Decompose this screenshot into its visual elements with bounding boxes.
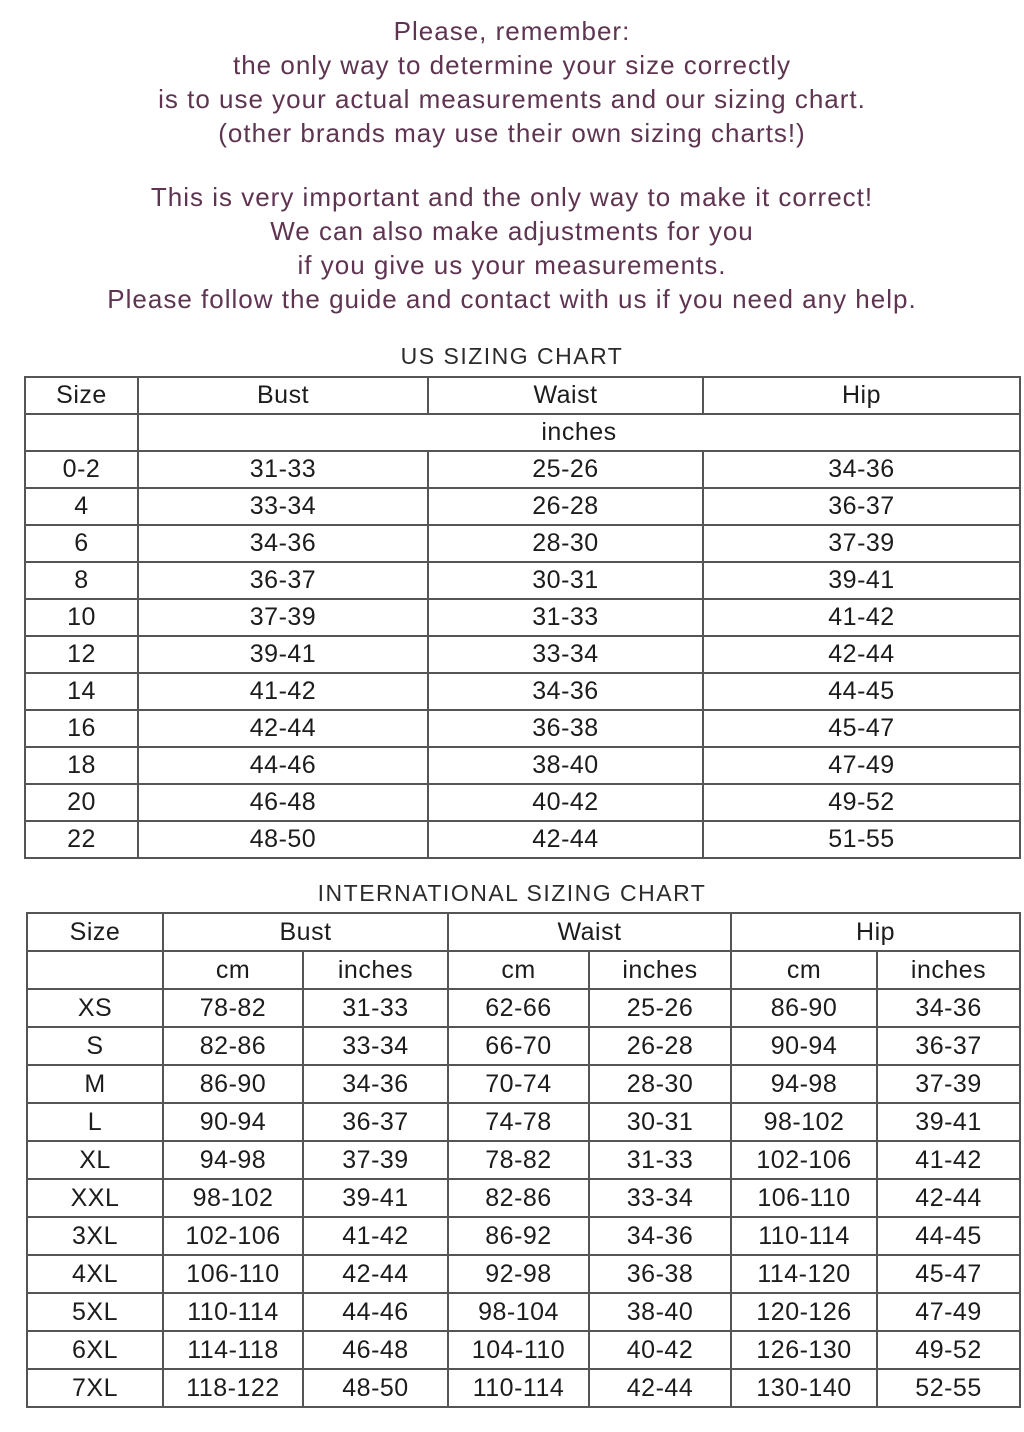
- size-cell: 10: [25, 599, 138, 636]
- table-row: [25, 710, 1020, 747]
- value-cell: 120-126: [731, 1293, 877, 1331]
- unit-label: inches: [589, 951, 731, 989]
- value-cell: 44-45: [877, 1217, 1020, 1255]
- value-cell: 40-42: [428, 784, 703, 821]
- unit-label: inches: [303, 951, 448, 989]
- empty-cell: [25, 414, 138, 451]
- value-cell: 36-37: [303, 1103, 448, 1141]
- value-cell: 36-38: [589, 1255, 731, 1293]
- value-cell: 102-106: [731, 1141, 877, 1179]
- value-cell: 106-110: [731, 1179, 877, 1217]
- value-cell: 114-118: [163, 1331, 303, 1369]
- table-row: [27, 1293, 1020, 1331]
- table-row: [25, 636, 1020, 673]
- size-cell: 3XL: [27, 1217, 163, 1255]
- value-cell: 98-102: [731, 1103, 877, 1141]
- value-cell: 48-50: [303, 1369, 448, 1407]
- column-header-size: Size: [25, 377, 138, 414]
- value-cell: 44-45: [703, 673, 1020, 710]
- column-header-waist: Waist: [428, 377, 703, 414]
- us-sizing-table: [24, 376, 1021, 859]
- value-cell: 118-122: [163, 1369, 303, 1407]
- value-cell: 36-37: [877, 1027, 1020, 1065]
- table-row: [25, 673, 1020, 710]
- value-cell: 51-55: [703, 821, 1020, 858]
- table-row: [25, 599, 1020, 636]
- value-cell: 37-39: [877, 1065, 1020, 1103]
- value-cell: 37-39: [703, 525, 1020, 562]
- intro-text: [0, 0, 1024, 316]
- size-cell: 4: [25, 488, 138, 525]
- value-cell: 26-28: [428, 488, 703, 525]
- intro-line: is to use your actual measurements and our sizing chart.: [158, 84, 866, 114]
- value-cell: 33-34: [428, 636, 703, 673]
- international-chart-title: INTERNATIONAL SIZING CHART: [317, 880, 707, 906]
- value-cell: 49-52: [703, 784, 1020, 821]
- value-cell: 110-114: [163, 1293, 303, 1331]
- value-cell: 94-98: [163, 1141, 303, 1179]
- value-cell: 47-49: [703, 747, 1020, 784]
- intro-line: the only way to determine your size correctly: [233, 50, 791, 80]
- value-cell: 34-36: [589, 1217, 731, 1255]
- value-cell: 25-26: [428, 451, 703, 488]
- value-cell: 38-40: [428, 747, 703, 784]
- table-row: [27, 1217, 1020, 1255]
- value-cell: 98-102: [163, 1179, 303, 1217]
- intro-line: Please follow the guide and contact with us if you need any help.: [107, 284, 917, 314]
- value-cell: 74-78: [448, 1103, 589, 1141]
- size-cell: L: [27, 1103, 163, 1141]
- value-cell: 86-90: [731, 989, 877, 1027]
- size-cell: 12: [25, 636, 138, 673]
- table-row: [27, 1065, 1020, 1103]
- table-row: [25, 562, 1020, 599]
- value-cell: 90-94: [163, 1103, 303, 1141]
- value-cell: 34-36: [703, 451, 1020, 488]
- value-cell: 33-34: [303, 1027, 448, 1065]
- intro-line: This is very important and the only way to make it correct!: [150, 182, 874, 212]
- value-cell: 110-114: [448, 1369, 589, 1407]
- value-cell: 42-44: [877, 1179, 1020, 1217]
- value-cell: 86-92: [448, 1217, 589, 1255]
- table-row: [27, 1331, 1020, 1369]
- column-header-hip: Hip: [703, 377, 1020, 414]
- value-cell: 41-42: [138, 673, 428, 710]
- size-cell: 6XL: [27, 1331, 163, 1369]
- size-cell: 7XL: [27, 1369, 163, 1407]
- intro-line: (other brands may use their own sizing charts!): [218, 118, 806, 148]
- table-row: [25, 821, 1020, 858]
- intro-line: We can also make adjustments for you: [270, 216, 754, 246]
- value-cell: 36-37: [138, 562, 428, 599]
- value-cell: 30-31: [589, 1103, 731, 1141]
- table-row: [25, 488, 1020, 525]
- value-cell: 62-66: [448, 989, 589, 1027]
- value-cell: 45-47: [877, 1255, 1020, 1293]
- size-cell: 6: [25, 525, 138, 562]
- value-cell: 41-42: [703, 599, 1020, 636]
- value-cell: 25-26: [589, 989, 731, 1027]
- size-cell: 4XL: [27, 1255, 163, 1293]
- value-cell: 37-39: [138, 599, 428, 636]
- value-cell: 45-47: [703, 710, 1020, 747]
- column-header-size: Size: [27, 913, 163, 951]
- table-row: [27, 1103, 1020, 1141]
- size-cell: 18: [25, 747, 138, 784]
- value-cell: 41-42: [303, 1217, 448, 1255]
- column-header-hip: Hip: [731, 913, 1020, 951]
- value-cell: 44-46: [138, 747, 428, 784]
- value-cell: 70-74: [448, 1065, 589, 1103]
- value-cell: 90-94: [731, 1027, 877, 1065]
- size-cell: 8: [25, 562, 138, 599]
- us-unit-row: [25, 414, 1020, 451]
- value-cell: 126-130: [731, 1331, 877, 1369]
- intl-unit-row: [27, 951, 1020, 989]
- international-sizing-table: [26, 912, 1021, 1408]
- size-cell: XL: [27, 1141, 163, 1179]
- value-cell: 47-49: [877, 1293, 1020, 1331]
- value-cell: 39-41: [877, 1103, 1020, 1141]
- size-cell: XS: [27, 989, 163, 1027]
- size-cell: XXL: [27, 1179, 163, 1217]
- value-cell: 52-55: [877, 1369, 1020, 1407]
- value-cell: 39-41: [703, 562, 1020, 599]
- value-cell: 114-120: [731, 1255, 877, 1293]
- value-cell: 40-42: [589, 1331, 731, 1369]
- unit-label: inches: [877, 951, 1020, 989]
- empty-cell: [27, 951, 163, 989]
- value-cell: 66-70: [448, 1027, 589, 1065]
- size-cell: 5XL: [27, 1293, 163, 1331]
- value-cell: 42-44: [303, 1255, 448, 1293]
- unit-label: inches: [138, 414, 1020, 451]
- value-cell: 26-28: [589, 1027, 731, 1065]
- value-cell: 36-37: [703, 488, 1020, 525]
- value-cell: 78-82: [448, 1141, 589, 1179]
- value-cell: 98-104: [448, 1293, 589, 1331]
- value-cell: 82-86: [448, 1179, 589, 1217]
- value-cell: 44-46: [303, 1293, 448, 1331]
- value-cell: 30-31: [428, 562, 703, 599]
- intro-line: if you give us your measurements.: [297, 250, 727, 280]
- value-cell: 28-30: [428, 525, 703, 562]
- table-row: [27, 1141, 1020, 1179]
- value-cell: 102-106: [163, 1217, 303, 1255]
- value-cell: 130-140: [731, 1369, 877, 1407]
- value-cell: 48-50: [138, 821, 428, 858]
- value-cell: 86-90: [163, 1065, 303, 1103]
- intro-paragraph-1: [0, 14, 1024, 150]
- value-cell: 34-36: [877, 989, 1020, 1027]
- value-cell: 28-30: [589, 1065, 731, 1103]
- size-cell: 20: [25, 784, 138, 821]
- value-cell: 31-33: [138, 451, 428, 488]
- us-chart-title: US SIZING CHART: [400, 343, 624, 369]
- table-row: [25, 525, 1020, 562]
- size-cell: S: [27, 1027, 163, 1065]
- value-cell: 31-33: [428, 599, 703, 636]
- value-cell: 42-44: [138, 710, 428, 747]
- table-row: [25, 451, 1020, 488]
- size-cell: 0-2: [25, 451, 138, 488]
- column-header-bust: Bust: [138, 377, 428, 414]
- size-cell: M: [27, 1065, 163, 1103]
- intl-header-row: [27, 913, 1020, 951]
- value-cell: 37-39: [303, 1141, 448, 1179]
- size-cell: 16: [25, 710, 138, 747]
- value-cell: 36-38: [428, 710, 703, 747]
- size-cell: 22: [25, 821, 138, 858]
- table-row: [27, 1027, 1020, 1065]
- value-cell: 34-36: [303, 1065, 448, 1103]
- value-cell: 110-114: [731, 1217, 877, 1255]
- value-cell: 94-98: [731, 1065, 877, 1103]
- column-header-waist: Waist: [448, 913, 731, 951]
- value-cell: 46-48: [303, 1331, 448, 1369]
- unit-label: cm: [448, 951, 589, 989]
- table-row: [27, 1179, 1020, 1217]
- table-row: [27, 989, 1020, 1027]
- table-row: [27, 1369, 1020, 1407]
- value-cell: 31-33: [589, 1141, 731, 1179]
- value-cell: 34-36: [428, 673, 703, 710]
- column-header-bust: Bust: [163, 913, 448, 951]
- value-cell: 42-44: [589, 1369, 731, 1407]
- value-cell: 49-52: [877, 1331, 1020, 1369]
- value-cell: 78-82: [163, 989, 303, 1027]
- value-cell: 92-98: [448, 1255, 589, 1293]
- value-cell: 42-44: [428, 821, 703, 858]
- value-cell: 39-41: [138, 636, 428, 673]
- value-cell: 39-41: [303, 1179, 448, 1217]
- us-header-row: [25, 377, 1020, 414]
- value-cell: 82-86: [163, 1027, 303, 1065]
- table-row: [27, 1255, 1020, 1293]
- value-cell: 31-33: [303, 989, 448, 1027]
- value-cell: 33-34: [589, 1179, 731, 1217]
- intro-paragraph-2: [0, 180, 1024, 316]
- unit-label: cm: [731, 951, 877, 989]
- value-cell: 34-36: [138, 525, 428, 562]
- intro-line: Please, remember:: [393, 16, 631, 46]
- value-cell: 106-110: [163, 1255, 303, 1293]
- value-cell: 41-42: [877, 1141, 1020, 1179]
- value-cell: 42-44: [703, 636, 1020, 673]
- table-row: [25, 747, 1020, 784]
- value-cell: 46-48: [138, 784, 428, 821]
- table-row: [25, 784, 1020, 821]
- value-cell: 33-34: [138, 488, 428, 525]
- size-cell: 14: [25, 673, 138, 710]
- unit-label: cm: [163, 951, 303, 989]
- value-cell: 38-40: [589, 1293, 731, 1331]
- value-cell: 104-110: [448, 1331, 589, 1369]
